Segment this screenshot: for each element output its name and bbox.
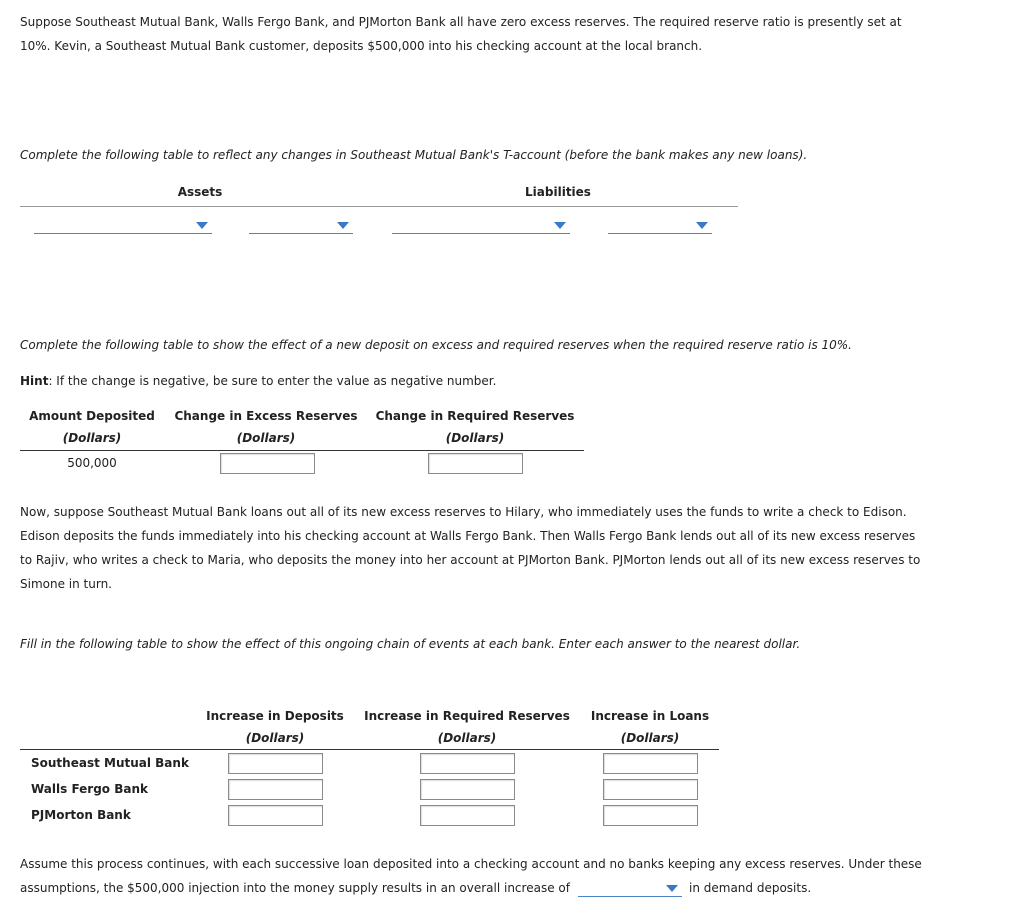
chevron-down-icon <box>696 222 708 229</box>
southeast-loans-input[interactable] <box>603 753 698 774</box>
intro-line-1: Suppose Southeast Mutual Bank, Walls Fergo Bank, and PJMorton Bank all have zero excess reserves. The required reserve ratio is presently set at <box>20 15 902 29</box>
conclusion-line-1: Assume this process continues, with each successive loan deposited into a checking account and no banks keeping any excess reserves. Under these <box>20 857 922 871</box>
bank-label-southeast: Southeast Mutual Bank <box>31 756 189 770</box>
chevron-down-icon <box>666 885 678 892</box>
pjmorton-required-input[interactable] <box>420 805 515 826</box>
assets-account-dropdown[interactable] <box>34 219 212 234</box>
overall-increase-dropdown[interactable] <box>578 882 682 897</box>
chevron-down-icon <box>196 222 208 229</box>
change-excess-unit: (Dollars) <box>236 431 296 445</box>
change-excess-header: Change in Excess Reserves <box>174 409 358 423</box>
story-line-4: Simone in turn. <box>20 577 112 591</box>
intro-line-2: 10%. Kevin, a Southeast Mutual Bank customer, deposits $500,000 into his checking account at the local branch. <box>20 39 703 53</box>
chevron-down-icon <box>554 222 566 229</box>
assets-amount-dropdown[interactable] <box>249 219 353 234</box>
change-excess-input[interactable] <box>220 453 315 474</box>
wallsfergo-required-input[interactable] <box>420 779 515 800</box>
conclusion-line-2-start: assumptions, the $500,000 injection into the money supply results in an overall increase of <box>20 881 570 895</box>
wallsfergo-loans-input[interactable] <box>603 779 698 800</box>
wallsfergo-deposits-input[interactable] <box>228 779 323 800</box>
southeast-required-input[interactable] <box>420 753 515 774</box>
pjmorton-loans-input[interactable] <box>603 805 698 826</box>
increase-required-unit: (Dollars) <box>437 731 497 745</box>
story-line-3: to Rajiv, who writes a check to Maria, who deposits the money into her account at PJMorton Bank. PJMorton lends out all of its new excess reserves to <box>20 553 921 567</box>
liabilities-header: Liabilities <box>525 185 591 199</box>
taccount-instruction: Complete the following table to reflect any changes in Southeast Mutual Bank's T-account (before the bank makes any new loans). <box>20 148 808 162</box>
assets-header: Assets <box>177 185 223 199</box>
liabilities-amount-dropdown[interactable] <box>608 219 712 234</box>
reserves-header-rule <box>20 450 584 451</box>
change-required-unit: (Dollars) <box>445 431 505 445</box>
reserves-instruction: Complete the following table to show the effect of a new deposit on excess and required reserves when the required reserve ratio is 10%. <box>20 338 852 352</box>
bank-label-walls-fergo: Walls Fergo Bank <box>31 782 148 796</box>
increase-deposits-unit: (Dollars) <box>245 731 305 745</box>
story-paragraph <box>20 500 950 596</box>
increase-required-header: Increase in Required Reserves <box>364 709 570 723</box>
conclusion-line-2-end: in demand deposits. <box>689 881 812 895</box>
increase-loans-header: Increase in Loans <box>590 709 710 723</box>
intro-paragraph <box>20 10 950 58</box>
amount-deposited-value: 500,000 <box>67 456 117 470</box>
chain-instruction: Fill in the following table to show the effect of this ongoing chain of events at each bank. Enter each answer to the nearest dollar. <box>20 637 801 651</box>
change-required-input[interactable] <box>428 453 523 474</box>
chevron-down-icon <box>337 222 349 229</box>
southeast-deposits-input[interactable] <box>228 753 323 774</box>
chain-header-rule <box>20 749 719 750</box>
increase-deposits-header: Increase in Deposits <box>206 709 344 723</box>
increase-loans-unit: (Dollars) <box>620 731 680 745</box>
taccount-header-rule <box>20 206 738 207</box>
liabilities-account-dropdown[interactable] <box>392 219 570 234</box>
amount-deposited-unit: (Dollars) <box>62 431 122 445</box>
story-line-1: Now, suppose Southeast Mutual Bank loans out all of its new excess reserves to Hilary, who immediately uses the funds to write a check to Edison. <box>20 505 907 519</box>
amount-deposited-header: Amount Deposited <box>29 409 155 423</box>
hint <box>20 374 496 388</box>
story-line-2: Edison deposits the funds immediately into his checking account at Walls Fergo Bank. Then Walls Fergo Bank lends out all of its new excess reserves <box>20 529 916 543</box>
hint-label: Hint <box>20 374 49 388</box>
change-required-header: Change in Required Reserves <box>375 409 575 423</box>
pjmorton-deposits-input[interactable] <box>228 805 323 826</box>
bank-label-pjmorton: PJMorton Bank <box>31 808 131 822</box>
hint-text: : If the change is negative, be sure to enter the value as negative number. <box>48 374 497 388</box>
